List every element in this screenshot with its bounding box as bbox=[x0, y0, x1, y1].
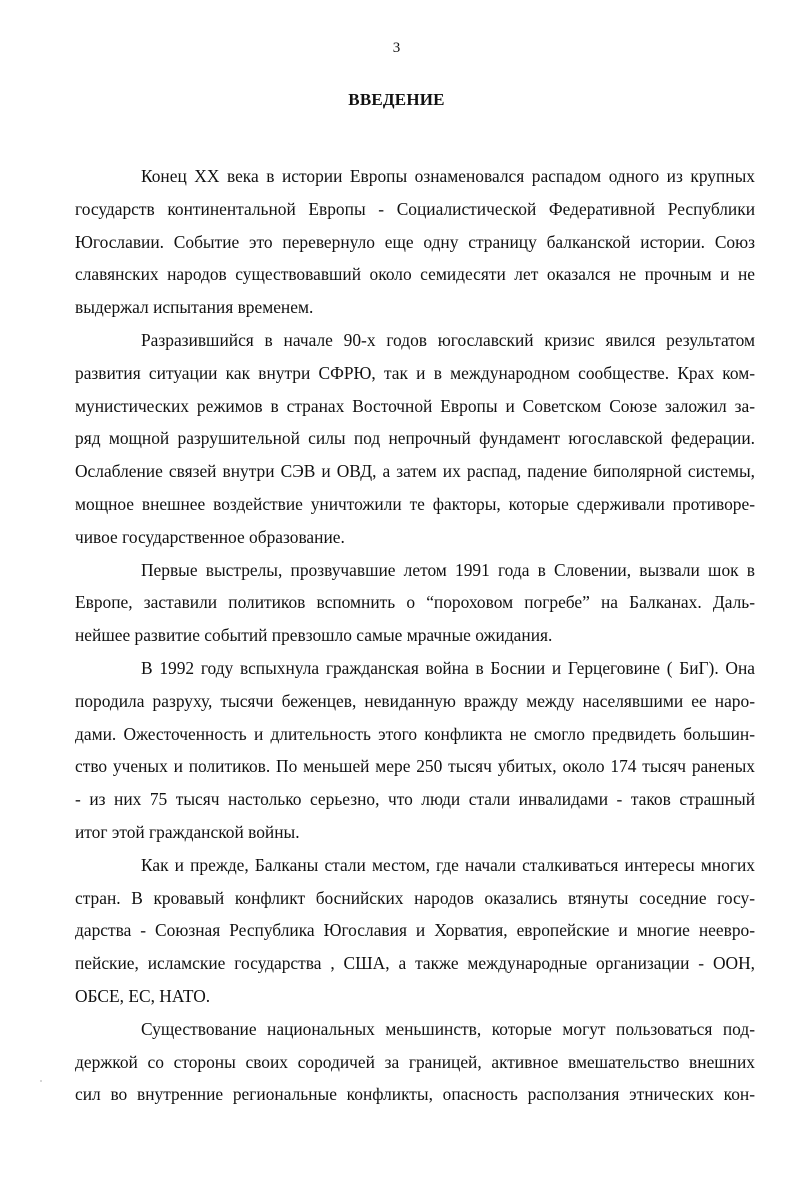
text-line: выдержал испытания временем. bbox=[75, 297, 314, 318]
text-line: Как и прежде, Балканы стали местом, где начали сталкиваться интересы многих bbox=[141, 854, 755, 875]
paragraph bbox=[75, 554, 755, 652]
text-line: Конец XX века в истории Европы ознаменовался распадом одного из крупных bbox=[141, 166, 755, 186]
text-line: ряд мощной разрушительной силы под непрочный фундамент югославской федерации. bbox=[75, 428, 755, 449]
scan-speck bbox=[40, 1080, 42, 1082]
document-body bbox=[75, 160, 755, 1111]
text-line: стран. В кровавый конфликт боснийских народов оказались втянуты соседние госу- bbox=[75, 887, 755, 908]
text-line: развития ситуации как внутри СФРЮ, так и в международном сообществе. Крах ком- bbox=[75, 362, 755, 383]
text-line: чивое государственное образование. bbox=[75, 526, 345, 547]
text-line: итог этой гражданской войны. bbox=[75, 821, 300, 842]
text-line: держкой со стороны своих сородичей за границей, активное вмешательство внешних bbox=[75, 1051, 755, 1072]
text-line: сил во внутренние региональные конфликты, опасность расползания этнических кон- bbox=[75, 1084, 755, 1105]
page-number: 3 bbox=[392, 40, 401, 56]
text-line: - из них 75 тысяч настолько серьезно, что люди стали инвалидами - таков страшный bbox=[75, 789, 755, 810]
paragraph bbox=[75, 324, 755, 554]
paragraph bbox=[75, 652, 755, 849]
text-line: пейские, исламские государства , США, а также международные организации - ООН, bbox=[75, 953, 755, 974]
text-line: Разразившийся в начале 90-х годов югославский кризис явился результатом bbox=[141, 329, 755, 350]
paragraph bbox=[75, 160, 755, 324]
text-line: ство ученых и политиков. По меньшей мере 250 тысяч убитых, около 174 тысяч раненых bbox=[75, 756, 755, 777]
paragraph bbox=[75, 1013, 755, 1111]
text-line: мощное внешнее воздействие уничтожили те факторы, которые сдерживали противоре- bbox=[75, 493, 755, 514]
text-line: мунистических режимов в странах Восточной Европы и Советском Союзе заложил за- bbox=[75, 395, 755, 416]
text-line: Ослабление связей внутри СЭВ и ОВД, а затем их распад, падение биполярной системы, bbox=[75, 461, 755, 482]
text-line: Первые выстрелы, прозвучавшие летом 1991 года в Словении, вызвали шок в bbox=[141, 559, 755, 580]
text-line: Европе, заставили политиков вспомнить о “пороховом погребе” на Балканах. Даль- bbox=[75, 592, 755, 613]
text-line: славянских народов существовавший около семидесяти лет оказался не прочным и не bbox=[75, 264, 755, 285]
text-line: Существование национальных меньшинств, которые могут пользоваться под- bbox=[141, 1018, 755, 1039]
text-line: Югославии. Событие это перевернуло еще одну страницу балканской истории. Союз bbox=[75, 231, 755, 252]
text-line: дами. Ожесточенность и длительность этого конфликта не смогло предвидеть большин- bbox=[75, 723, 755, 744]
text-line: В 1992 году вспыхнула гражданская война в Боснии и Герцеговине ( БиГ). Она bbox=[141, 657, 755, 678]
text-line: ОБСЕ, ЕС, НАТО. bbox=[75, 985, 211, 1006]
text-line: породила разруху, тысячи беженцев, невиданную вражду между населявшими ее наро- bbox=[75, 690, 755, 711]
paragraph bbox=[75, 849, 755, 1013]
text-line: дарства - Союзная Республика Югославия и Хорватия, европейские и многие неевро- bbox=[75, 920, 755, 941]
text-line: государств континентальной Европы - Социалистической Федеративной Республики bbox=[75, 198, 755, 219]
section-heading: ВВЕДЕНИЕ bbox=[348, 90, 445, 109]
text-line: нейшее развитие событий превзошло самые мрачные ожидания. bbox=[75, 625, 553, 646]
